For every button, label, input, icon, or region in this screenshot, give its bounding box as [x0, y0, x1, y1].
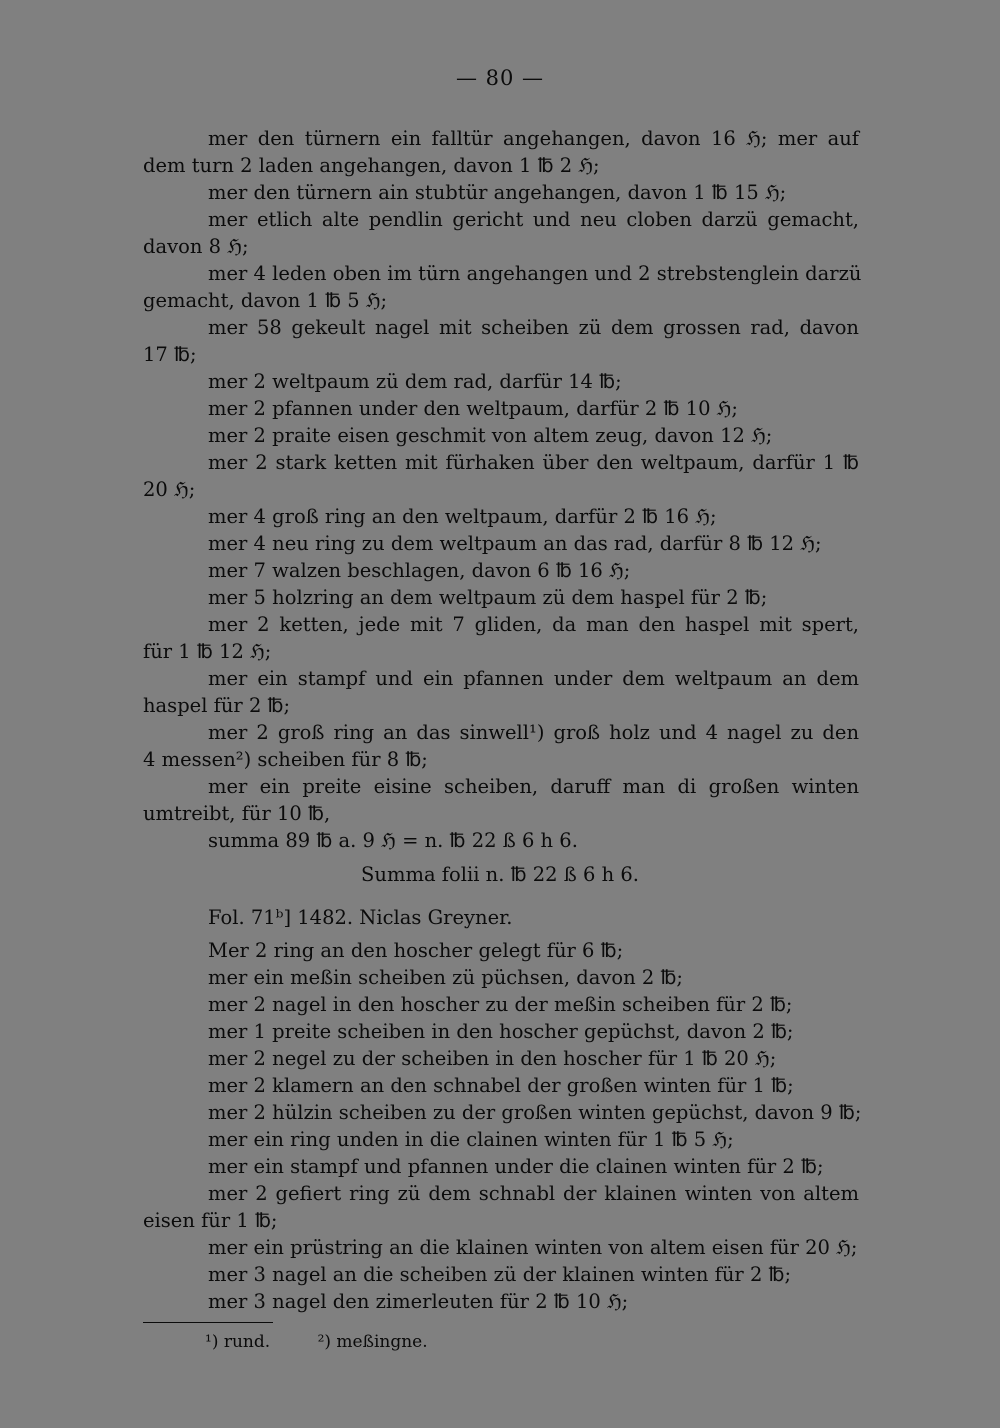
text-line: mer 2 nagel in den hoscher zu der meßin scheiben für 2 ℔; [208, 993, 793, 1016]
text-line: mer ein ring unden in die clainen winten für 1 ℔ 5 ℌ; [208, 1128, 734, 1151]
text-line: Mer 2 ring an den hoscher gelegt für 6 ℔; [208, 939, 624, 962]
text-line: mer 2 hülzin scheiben zu der großen winten gepüchst, davon 9 ℔; [208, 1101, 862, 1124]
text-line: mer ein stampf und pfannen under die clainen winten für 2 ℔; [208, 1155, 824, 1178]
text-line: 20 ℌ; [143, 478, 196, 501]
text-line: mer 2 gefiert ring zü dem schnabl der klainen winten von altem [208, 1182, 859, 1205]
summa-folii-line: Summa folii n. ℔ 22 ß 6 h 6. [361, 863, 639, 886]
text-line: gemacht, davon 1 ℔ 5 ℌ; [143, 289, 388, 312]
text-line: für 1 ℔ 12 ℌ; [143, 640, 272, 663]
text-line: haspel für 2 ℔; [143, 694, 291, 717]
text-line: mer 1 preite scheiben in den hoscher gepüchst, davon 2 ℔; [208, 1020, 794, 1043]
text-line: mer ein prüstring an die klainen winten von altem eisen für 20 ℌ; [208, 1236, 858, 1259]
text-line: mer 2 pfannen under den weltpaum, darfür 2 ℔ 10 ℌ; [208, 397, 738, 420]
text-line: mer 7 walzen beschlagen, davon 6 ℔ 16 ℌ; [208, 559, 631, 582]
text-line: mer 58 gekeult nagel mit scheiben zü dem grossen rad, davon [208, 316, 859, 339]
text-line: mer 4 leden oben im türn angehangen und 2 strebstenglein darzü [208, 262, 862, 285]
page-number: — 80 — [455, 66, 545, 90]
text-line: mer 2 ketten, jede mit 7 gliden, da man den haspel mit spert, [208, 613, 859, 636]
text-line: mer ein preite eisine scheiben, daruff man di großen winten [208, 775, 859, 798]
text-line: mer ein meßin scheiben zü püchsen, davon 2 ℔; [208, 966, 683, 989]
footnote: ²) meßingne. [317, 1332, 428, 1352]
text-line: mer 2 praite eisen geschmit von altem zeug, davon 12 ℌ; [208, 424, 773, 447]
text-line: mer 2 negel zu der scheiben in den hoscher für 1 ℔ 20 ℌ; [208, 1047, 777, 1070]
footnote-divider [143, 1322, 273, 1323]
text-line: mer 2 weltpaum zü dem rad, darfür 14 ℔; [208, 370, 622, 393]
text-line: mer 3 nagel an die scheiben zü der klainen winten für 2 ℔; [208, 1263, 792, 1286]
text-line: mer etlich alte pendlin gericht und neu cloben darzü gemacht, [208, 208, 859, 231]
footnotes [205, 1330, 470, 1354]
text-line: mer 2 klamern an den schnabel der großen winten für 1 ℔; [208, 1074, 794, 1097]
text-line: eisen für 1 ℔; [143, 1209, 278, 1232]
text-line: 17 ℔; [143, 343, 197, 366]
text-line: mer den türnern ain stubtür angehangen, davon 1 ℔ 15 ℌ; [208, 181, 787, 204]
text-line: davon 8 ℌ; [143, 235, 249, 258]
folio-heading: Fol. 71ᵇ] 1482. Niclas Greyner. [208, 906, 513, 929]
text-line: dem turn 2 laden angehangen, davon 1 ℔ 2 ℌ; [143, 154, 600, 177]
summa-line: summa 89 ℔ a. 9 ℌ = n. ℔ 22 ß 6 h 6. [208, 829, 578, 852]
text-line: mer 2 groß ring an das sinwell¹) groß holz und 4 nagel zu den [208, 721, 859, 744]
text-line: mer ein stampf und ein pfannen under dem weltpaum an dem [208, 667, 859, 690]
footnote: ¹) rund. [205, 1332, 271, 1352]
text-line: mer 5 holzring an dem weltpaum zü dem haspel für 2 ℔; [208, 586, 768, 609]
text-line: 4 messen²) scheiben für 8 ℔; [143, 748, 428, 771]
text-line: umtreibt, für 10 ℔, [143, 802, 331, 825]
text-line: mer den türnern ein falltür angehangen, davon 16 ℌ; mer auf [208, 127, 859, 150]
text-line: mer 4 groß ring an den weltpaum, darfür 2 ℔ 16 ℌ; [208, 505, 717, 528]
text-line: mer 2 stark ketten mit fürhaken über den weltpaum, darfür 1 ℔ [208, 451, 859, 474]
text-line: mer 3 nagel den zimerleuten für 2 ℔ 10 ℌ; [208, 1290, 629, 1313]
text-line: mer 4 neu ring zu dem weltpaum an das rad, darfür 8 ℔ 12 ℌ; [208, 532, 822, 555]
